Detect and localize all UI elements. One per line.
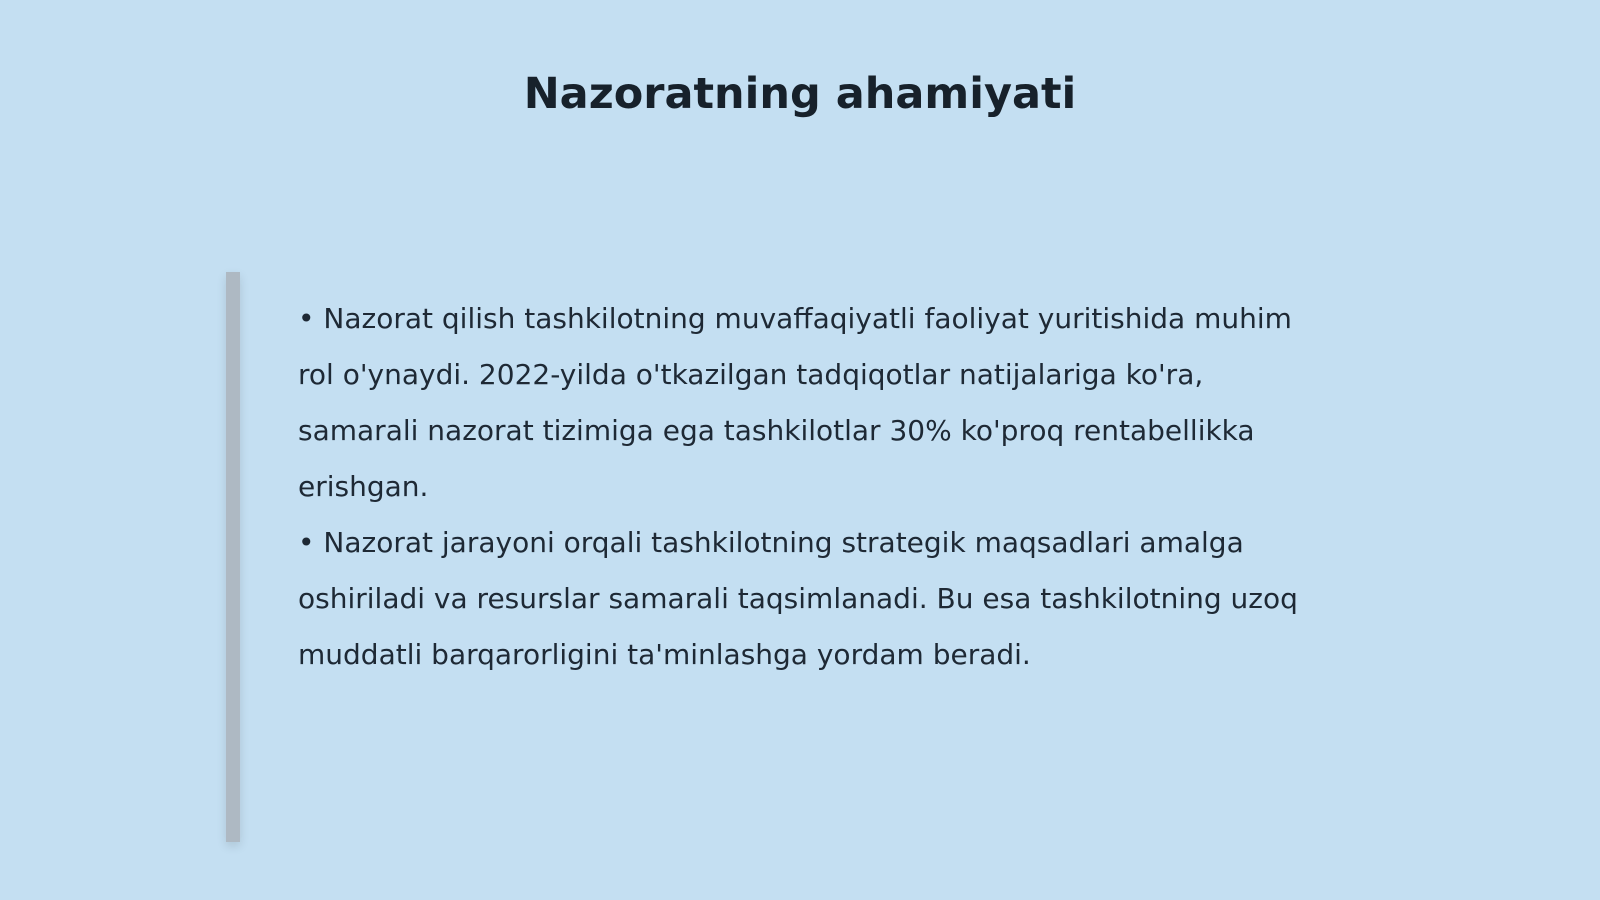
slide-body	[298, 291, 1298, 683]
bullet-paragraph-2: • Nazorat jarayoni orqali tashkilotning strategik maqsadlari amalga oshiriladi va resurslar samarali taqsimlanadi. Bu esa tashkilotning uzoq muddatli barqarorligini ta'minlashga yordam beradi.	[298, 526, 1298, 671]
accent-bar	[226, 272, 240, 842]
slide-title: Nazoratning ahamiyati	[523, 69, 1077, 119]
bullet-paragraph-1: • Nazorat qilish tashkilotning muvaffaqiyatli faoliyat yuritishida muhim rol o'ynaydi. 2022-yilda o'tkazilgan tadqiqotlar natijalariga ko'ra, samarali nazorat tizimiga ega tashkilotlar 30% ko'proq rentabellikka erishgan.	[298, 302, 1292, 503]
